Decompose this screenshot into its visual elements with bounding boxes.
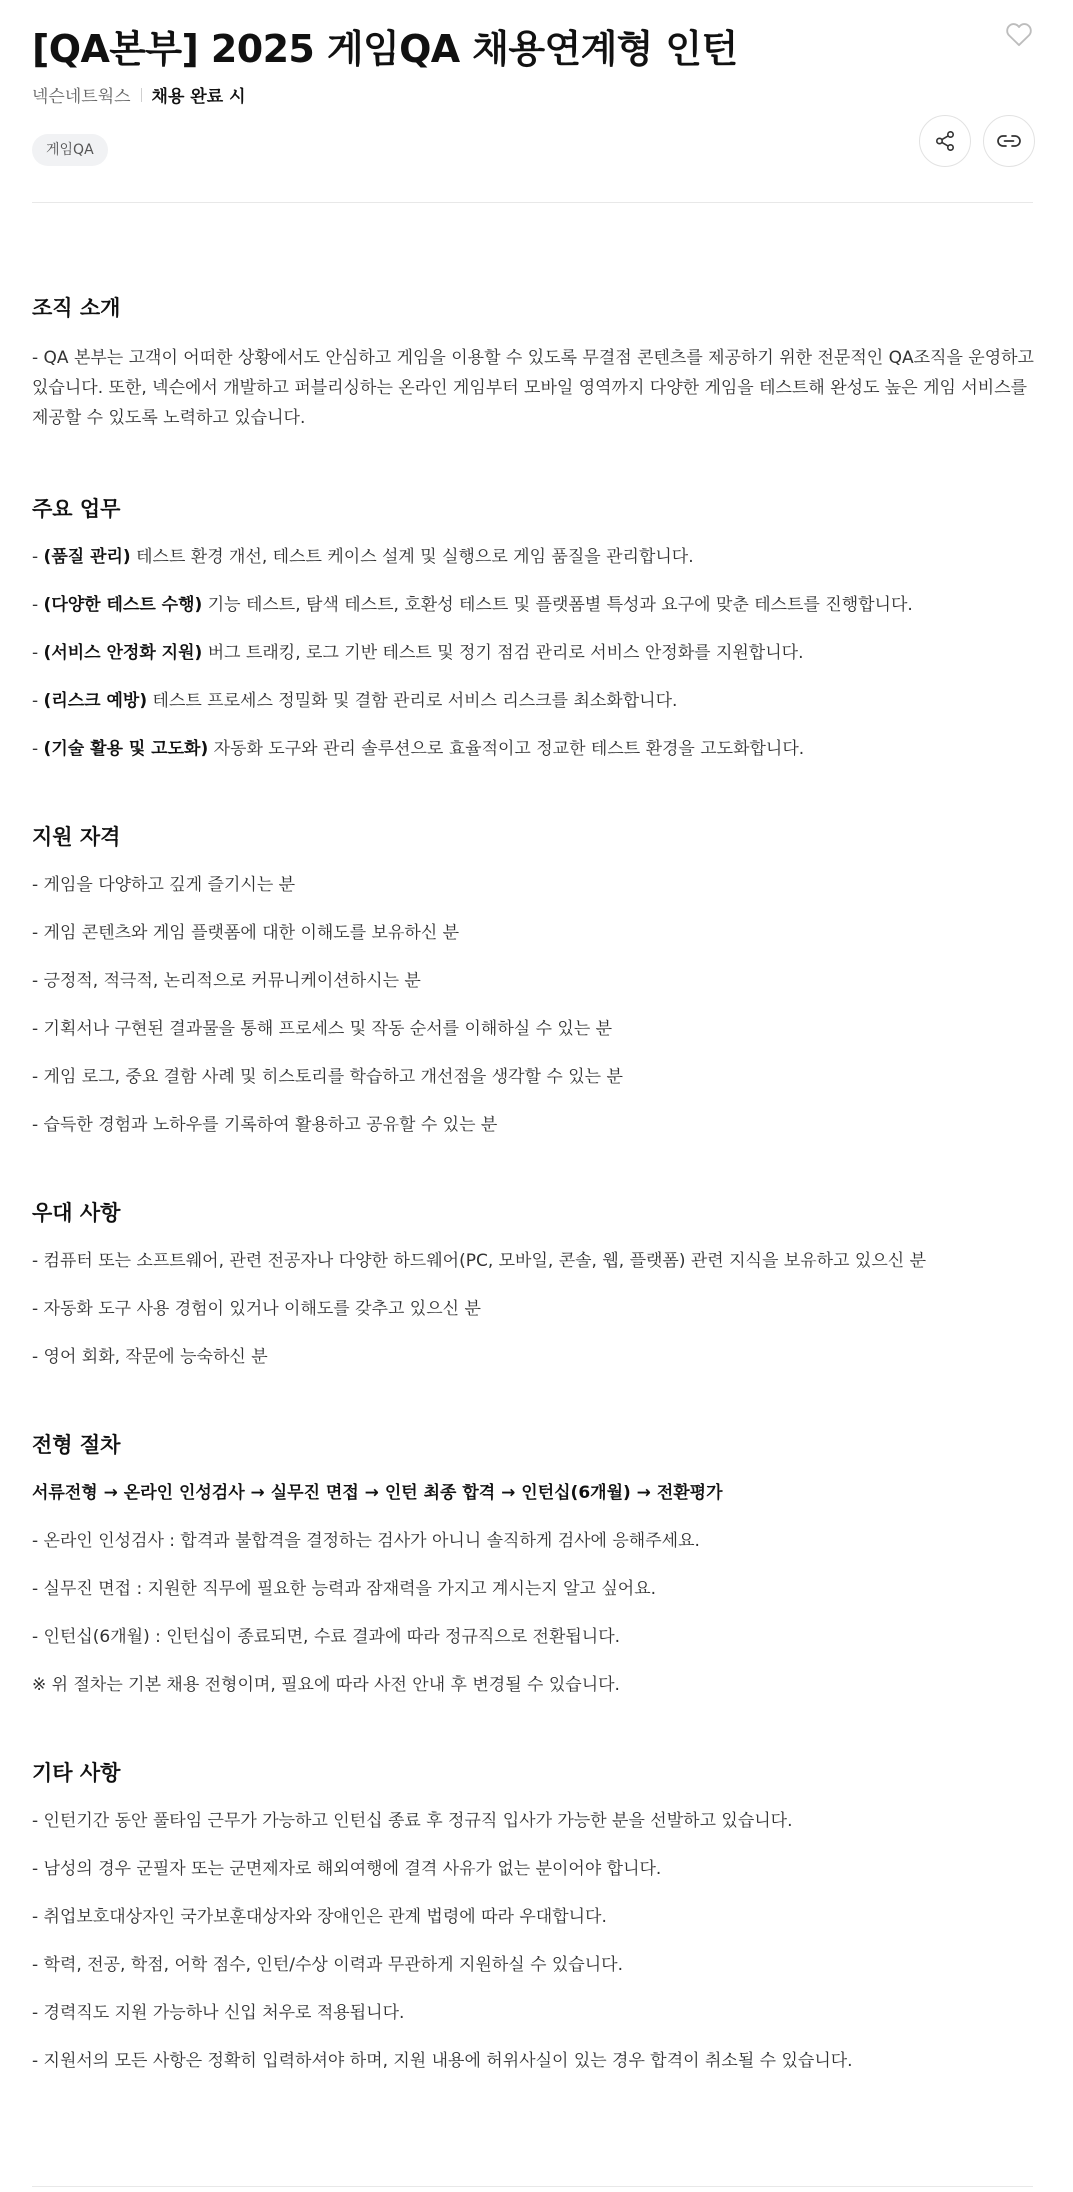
list-item: - 습득한 경험과 노하우를 기록하여 활용하고 공유할 수 있는 분 bbox=[32, 1115, 498, 1135]
duty-label: (서비스 안정화 지원) bbox=[43, 643, 203, 663]
section-title: 주요 업무 bbox=[32, 497, 121, 521]
section-title: 기타 사항 bbox=[32, 1761, 121, 1785]
header-divider bbox=[32, 202, 1033, 203]
list-item: - 지원서의 모든 사항은 정확히 입력하셔야 하며, 지원 내용에 허위사실이 있는 경우 합격이 취소될 수 있습니다. bbox=[32, 2051, 853, 2071]
job-description bbox=[32, 296, 1042, 2073]
list-item: - 남성의 경우 군필자 또는 군면제자로 해외여행에 결격 사유가 없는 분이어야 합니다. bbox=[32, 1859, 662, 1879]
process-note: ※ 위 절차는 기본 채용 전형이며, 필요에 따라 사전 안내 후 변경될 수 있습니다. bbox=[32, 1675, 620, 1695]
org-intro-text: - QA 본부는 고객이 어떠한 상황에서도 안심하고 게임을 이용할 수 있도록 무결점 콘텐츠를 제공하기 위한 전문적인 QA조직을 운영하고 있습니다. 또한, 넥슨에서 개발하고 퍼블리싱하는 온라인 게임부터 모바일 영역까지 다양한 게임을 테스트해 완성도 높은 게임 서비스를 제공할 수 있도록 노력하고 있습니다. bbox=[32, 348, 1034, 428]
job-tag[interactable]: 게임QA bbox=[32, 134, 108, 166]
job-title: [QA본부] 2025 게임QA 채용연계형 인턴 bbox=[32, 27, 738, 71]
list-item: - 컴퓨터 또는 소프트웨어, 관련 전공자나 다양한 하드웨어(PC, 모바일, 콘솔, 웹, 플랫폼) 관련 지식을 보유하고 있으신 분 bbox=[32, 1251, 926, 1271]
list-item: - 긍정적, 적극적, 논리적으로 커뮤니케이션하시는 분 bbox=[32, 971, 421, 991]
link-icon bbox=[995, 131, 1023, 151]
list-item: - 학력, 전공, 학점, 어학 점수, 인턴/수상 이력과 무관하게 지원하실 수 있습니다. bbox=[32, 1955, 623, 1975]
duty-label: (다양한 테스트 수행) bbox=[43, 595, 203, 615]
list-item: - 인턴십(6개월) : 인턴십이 종료되면, 수료 결과에 따라 정규직으로 전환됩니다. bbox=[32, 1627, 621, 1647]
list-item: - 취업보호대상자인 국가보훈대상자와 장애인은 관계 법령에 따라 우대합니다. bbox=[32, 1907, 607, 1927]
duty-label: (기술 활용 및 고도화) bbox=[43, 739, 209, 759]
posting-meta bbox=[32, 82, 246, 107]
share-button[interactable] bbox=[919, 115, 971, 167]
list-item: - 인턴기간 동안 풀타임 근무가 가능하고 인턴십 종료 후 정규직 입사가 가능한 분을 선발하고 있습니다. bbox=[32, 1811, 793, 1831]
company-name[interactable]: 넥슨네트웍스 bbox=[32, 87, 131, 107]
share-icon bbox=[933, 129, 957, 153]
list-item: - 기획서나 구현된 결과물을 통해 프로세스 및 작동 순서를 이해하실 수 있는 분 bbox=[32, 1019, 613, 1039]
copy-link-button[interactable] bbox=[983, 115, 1035, 167]
duty-label: (리스크 예방) bbox=[43, 691, 148, 711]
list-item: - 게임 콘텐츠와 게임 플랫폼에 대한 이해도를 보유하신 분 bbox=[32, 923, 460, 943]
duty-text: 자동화 도구와 관리 솔루션으로 효율적이고 정교한 테스트 환경을 고도화합니다. bbox=[208, 739, 805, 759]
meta-divider bbox=[141, 88, 142, 102]
section-title: 조직 소개 bbox=[32, 296, 121, 320]
duty-text: 기능 테스트, 탐색 테스트, 호환성 테스트 및 플랫폼별 특성과 요구에 맞춘 테스트를 진행합니다. bbox=[202, 595, 913, 615]
list-item: - 온라인 인성검사 : 합격과 불합격을 결정하는 검사가 아니니 솔직하게 검사에 응해주세요. bbox=[32, 1531, 700, 1551]
section-title: 지원 자격 bbox=[32, 825, 121, 849]
duty-label: (품질 관리) bbox=[43, 547, 131, 567]
footer-divider bbox=[32, 2186, 1033, 2187]
heart-outline-icon bbox=[1005, 21, 1033, 47]
duty-text: 테스트 프로세스 정밀화 및 결함 관리로 서비스 리스크를 최소화합니다. bbox=[147, 691, 678, 711]
favorite-button[interactable] bbox=[1003, 18, 1035, 50]
section-title: 전형 절차 bbox=[32, 1433, 121, 1457]
section-qualifications bbox=[32, 825, 1042, 1137]
list-item: - (리스크 예방) 테스트 프로세스 정밀화 및 결함 관리로 서비스 리스크를 최소화합니다. bbox=[32, 691, 678, 711]
duty-text: 테스트 환경 개선, 테스트 케이스 설계 및 실행으로 게임 품질을 관리합니다. bbox=[130, 547, 694, 567]
list-item: - 게임 로그, 중요 결함 사례 및 히스토리를 학습하고 개선점을 생각할 수 있는 분 bbox=[32, 1067, 623, 1087]
list-item: - 자동화 도구 사용 경험이 있거나 이해도를 갖추고 있으신 분 bbox=[32, 1299, 481, 1319]
duty-text: 버그 트래킹, 로그 기반 테스트 및 정기 점검 관리로 서비스 안정화를 지원합니다. bbox=[202, 643, 804, 663]
list-item: - (기술 활용 및 고도화) 자동화 도구와 관리 솔루션으로 효율적이고 정교한 테스트 환경을 고도화합니다. bbox=[32, 739, 805, 759]
list-item: - 경력직도 지원 가능하나 신입 처우로 적용됩니다. bbox=[32, 2003, 405, 2023]
list-item: - 영어 회화, 작문에 능숙하신 분 bbox=[32, 1347, 268, 1367]
deadline-text: 채용 완료 시 bbox=[151, 87, 246, 107]
section-org-intro bbox=[32, 296, 1042, 433]
section-title: 우대 사항 bbox=[32, 1201, 121, 1225]
section-duties bbox=[32, 497, 1042, 761]
list-item: - (품질 관리) 테스트 환경 개선, 테스트 케이스 설계 및 실행으로 게임 품질을 관리합니다. bbox=[32, 547, 694, 567]
section-process bbox=[32, 1433, 1042, 1697]
list-item: - (다양한 테스트 수행) 기능 테스트, 탐색 테스트, 호환성 테스트 및 플랫폼별 특성과 요구에 맞춘 테스트를 진행합니다. bbox=[32, 595, 913, 615]
section-preferred bbox=[32, 1201, 1042, 1369]
section-etc bbox=[32, 1761, 1042, 2073]
process-flow: 서류전형 → 온라인 인성검사 → 실무진 면접 → 인턴 최종 합격 → 인턴십(6개월) → 전환평가 bbox=[32, 1483, 723, 1503]
list-item: - (서비스 안정화 지원) 버그 트래킹, 로그 기반 테스트 및 정기 점검 관리로 서비스 안정화를 지원합니다. bbox=[32, 643, 804, 663]
list-item: - 실무진 면접 : 지원한 직무에 필요한 능력과 잠재력을 가지고 계시는지 알고 싶어요. bbox=[32, 1579, 657, 1599]
list-item: - 게임을 다양하고 깊게 즐기시는 분 bbox=[32, 875, 296, 895]
